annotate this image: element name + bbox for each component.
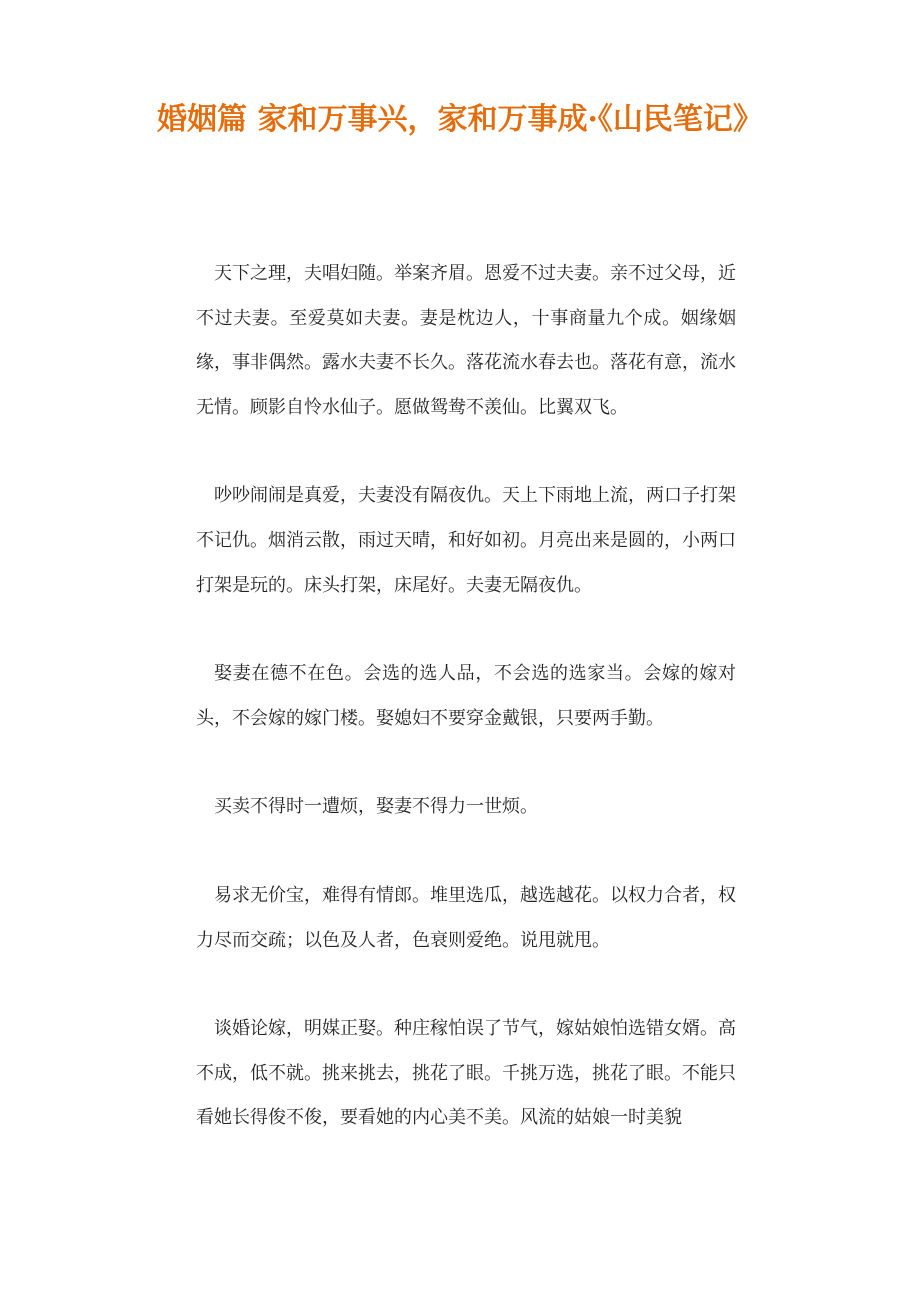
paragraph-4: 买卖不得时一遭烦，娶妻不得力一世烦。	[214, 796, 538, 818]
paragraph-3: 娶妻在德不在色。会选的选人品，不会选的选家当。会嫁的嫁对头，不会嫁的嫁门楼。娶媳妇不要穿金戴银，只要两手勤。	[196, 663, 736, 729]
paragraph-2: 吵吵闹闹是真爱，夫妻没有隔夜仇。天上下雨地上流，两口子打架不记仇。烟消云散，雨过天晴，和好如初。月亮出来是圆的，小两口打架是玩的。床头打架，床尾好。夫妻无隔夜仇。	[196, 485, 736, 596]
document-body	[196, 252, 736, 1185]
paragraph-1: 天下之理，夫唱妇随。举案齐眉。恩爱不过夫妻。亲不过父母，近不过夫妻。至爱莫如夫妻。妻是枕边人，十事商量九个成。姻缘姻缘，事非偶然。露水夫妻不长久。落花流水春去也。落花有意，流水无情。顾影自怜水仙子。愿做鸳鸯不羡仙。比翼双飞。	[196, 263, 736, 418]
paragraph-6: 谈婚论嫁，明媒正娶。种庄稼怕误了节气，嫁姑娘怕选错女婿。高不成，低不就。挑来挑去，挑花了眼。千挑万选，挑花了眼。不能只看她长得俊不俊，要看她的内心美不美。风流的姑娘一时美貌	[196, 1018, 736, 1129]
page-title: 婚姻篇 家和万事兴，家和万事成·《山民笔记》	[157, 102, 763, 137]
paragraph-5: 易求无价宝，难得有情郎。堆里选瓜，越选越花。以权力合者，权力尽而交疏；以色及人者，色衰则爱绝。说甩就甩。	[196, 884, 736, 951]
